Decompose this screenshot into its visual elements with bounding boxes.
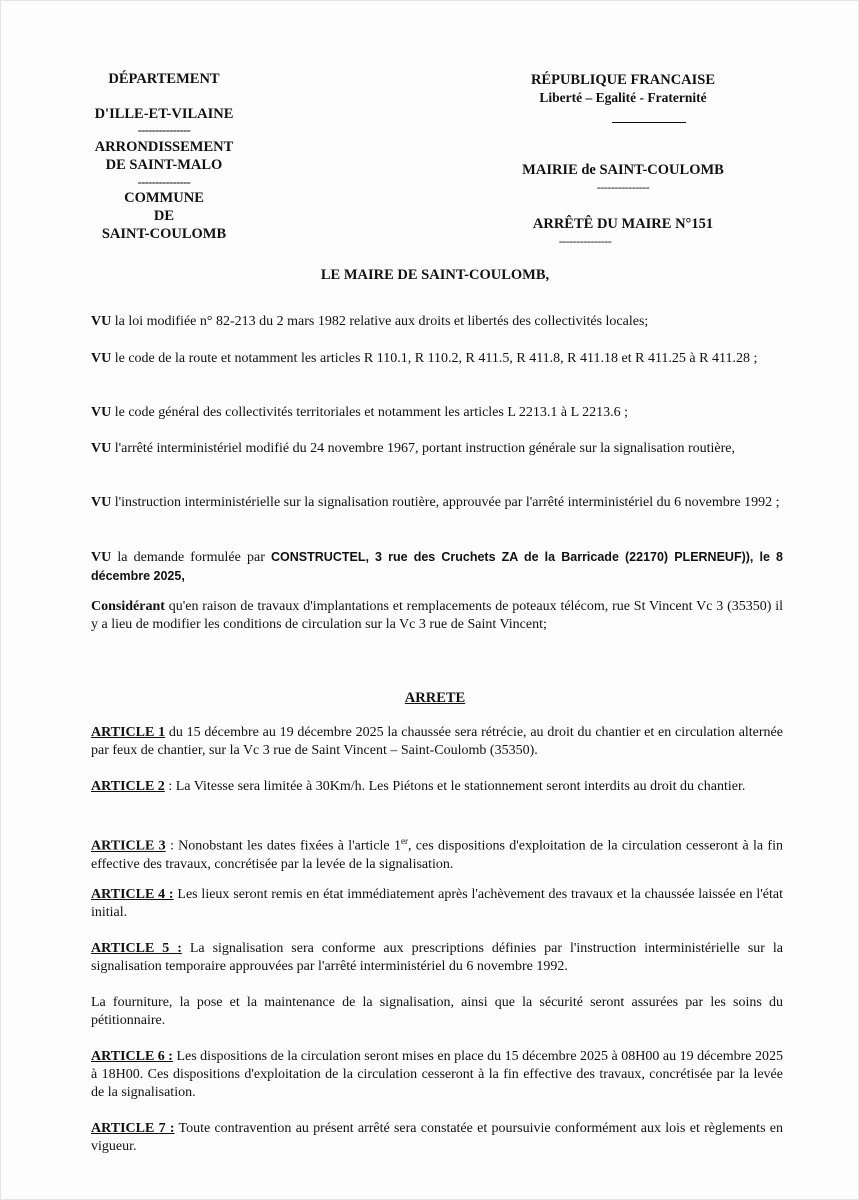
- vu-lead: VU: [91, 405, 112, 420]
- devise-label: Liberté – Egalité - Fraternité: [539, 90, 707, 105]
- separator: ---------------: [596, 180, 650, 194]
- fourniture-paragraph: La fourniture, la pose et la maintenance de la signalisation, ainsi que la sécurité seront assurées par les soins du pétitionnaire.: [91, 995, 783, 1028]
- article-text: Les lieux seront remis en état immédiatement après l'achèvement des travaux et la chaussée laissée en l'état initial.: [91, 887, 783, 920]
- article-text: Les dispositions de la circulation seront mises en place du 15 décembre 2025 à 08H00 au 19 décembre 2025 à 18H00. Ces dispositions d'exploitation de la circulation cesseront à la fin effective des travaux, concrétisée par la levée de la signalisation.: [91, 1049, 783, 1100]
- article-6: [91, 1048, 783, 1102]
- vu-lead: VU: [91, 441, 112, 456]
- arrete-heading: ARRETE: [404, 690, 466, 706]
- commune-name: SAINT-COULOMB: [101, 226, 227, 242]
- considerant-text: qu'en raison de travaux d'implantations et remplacements de poteaux télécom, rue St Vincent Vc 3 (35350) il y a lieu de modifier les conditions de circulation sur la Vc 3 rue de Saint Vincent;: [91, 599, 783, 632]
- divider-line: [612, 122, 686, 123]
- vu-lead: VU: [91, 314, 112, 329]
- article-label: ARTICLE 6 :: [91, 1049, 173, 1064]
- vu-paragraph: [91, 440, 783, 458]
- left-header: [64, 70, 264, 243]
- vu-paragraph: [91, 494, 783, 512]
- considerant-lead: Considérant: [91, 599, 165, 614]
- article-text: du 15 décembre au 19 décembre 2025 la chaussée sera rétrécie, au droit du chantier et en circulation alternée par feux de chantier, sur la Vc 3 rue de Saint Vincent – Saint-Coulomb (35350).: [91, 725, 783, 758]
- article-label: ARTICLE 1: [91, 725, 166, 740]
- vu-text: l'instruction interministérielle sur la signalisation routière, approuvée par l'arrêté interministériel du 6 novembre 1992 ;: [111, 495, 780, 510]
- article-7: [91, 1120, 783, 1156]
- vu-text: la loi modifiée n° 82-213 du 2 mars 1982 relative aux droits et libertés des collectivités locales;: [111, 314, 649, 329]
- article-label: ARTICLE 5 :: [91, 941, 182, 956]
- separator: ---------------: [558, 234, 612, 248]
- arrondissement-name: DE SAINT-MALO: [105, 157, 223, 173]
- article-4: [91, 886, 783, 922]
- considerant-paragraph: [91, 598, 783, 634]
- arrete-number: ARRÊTÊ DU MAIRE N°151: [532, 216, 714, 232]
- demande-paragraph: [91, 548, 783, 586]
- arrondissement-label: ARRONDISSEMENT: [94, 139, 234, 155]
- article-3: [91, 832, 783, 874]
- article-1: [91, 724, 783, 760]
- mairie-label: MAIRIE de SAINT-COULOMB: [522, 162, 724, 178]
- article-label: ARTICLE 2: [91, 779, 165, 794]
- article-label: ARTICLE 4 :: [91, 887, 174, 902]
- commune-label: COMMUNE: [124, 190, 204, 206]
- demande-applicant: CONSTRUCTEL, 3 rue des Cruchets ZA de la Barricade (22170) PLERNEUF)), le 8 décembre 2025,: [91, 550, 783, 583]
- vu-paragraph: [91, 350, 783, 368]
- article-text: , ces dispositions d'exploitation de la circulation cesseront à la fin effective des travaux, concrétisée par la levée de la signalisation.: [91, 838, 783, 872]
- article-superscript: er: [400, 836, 408, 846]
- ille-label: D'ILLE-ET-VILAINE: [94, 106, 234, 122]
- vu-lead: VU: [91, 550, 112, 565]
- article-label: ARTICLE 7 :: [91, 1121, 175, 1136]
- vu-text: le code de la route et notamment les articles R 110.1, R 110.2, R 411.5, R 411.8, R 411.18 et R 411.25 à R 411.28 ;: [111, 351, 758, 366]
- vu-text: l'arrêté interministériel modifié du 24 novembre 1967, portant instruction générale sur la signalisation routière,: [111, 441, 736, 456]
- vu-text: le code général des collectivités territoriales et notamment les articles L 2213.1 à L 2213.6 ;: [111, 405, 629, 420]
- article-2: [91, 778, 783, 796]
- page-title: LE MAIRE DE SAINT-COULOMB,: [320, 267, 550, 283]
- demande-text: la demande formulée par: [111, 550, 272, 565]
- vu-paragraph: [91, 404, 783, 422]
- commune-de: DE: [153, 208, 175, 224]
- vu-lead: VU: [91, 495, 112, 510]
- republique-label: RÉPUBLIQUE FRANCAISE: [530, 72, 716, 88]
- article-5: [91, 940, 783, 976]
- vu-lead: VU: [91, 351, 112, 366]
- article-label: ARTICLE 3: [91, 838, 166, 854]
- article-text: Toute contravention au présent arrêté sera constatée et poursuivie conformément aux lois et règlements en vigueur.: [91, 1121, 783, 1154]
- departement-label: DÉPARTEMENT: [108, 71, 220, 87]
- separator: ---------------: [137, 175, 191, 189]
- article-text: : La Vitesse sera limitée à 30Km/h. Les Piétons et le stationnement seront interdits au droit du chantier.: [164, 779, 746, 794]
- vu-paragraph: [91, 313, 783, 331]
- right-header: [478, 71, 768, 107]
- separator: ---------------: [137, 123, 191, 137]
- article-text: : Nonobstant les dates fixées à l'article 1: [165, 838, 401, 854]
- article-text: La signalisation sera conforme aux prescriptions définies par l'instruction interministérielle sur la signalisation temporaire approuvées par l'arrêté interministériel du 6 novembre 1992.: [91, 941, 783, 974]
